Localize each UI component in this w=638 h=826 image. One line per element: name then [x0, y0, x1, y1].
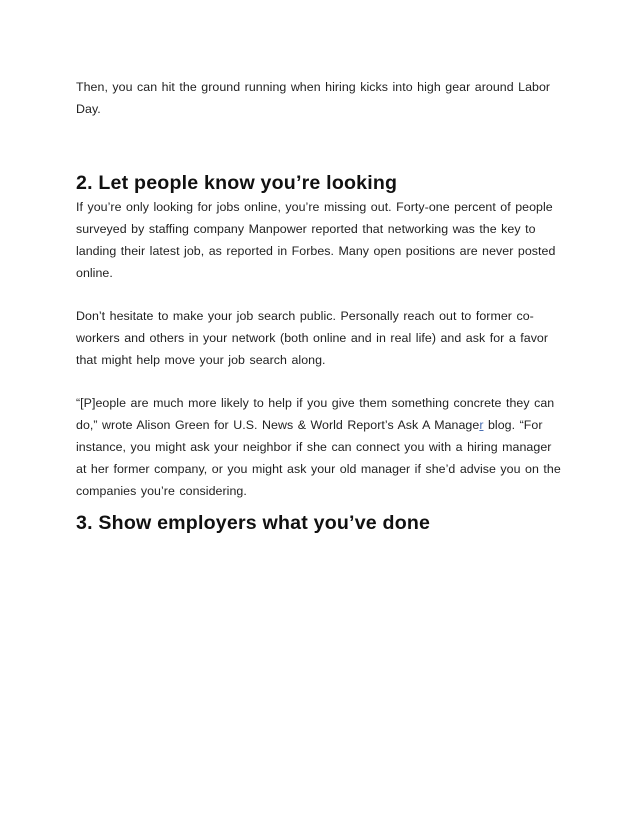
section-3-heading: 3. Show employers what you’ve done: [76, 512, 431, 534]
section-2-paragraph-3: [76, 392, 566, 502]
ask-a-manager-link[interactable]: r: [479, 418, 484, 432]
section-2-paragraph-1: If you’re only looking for jobs online, you’re missing out. Forty-one percent of people surveyed by staffing company Manpower reported that networking was the key to landing their latest job, as reported in Forbes. Many open positions are never posted online.: [76, 200, 556, 280]
quote-text-before-link: “[P]eople are much more likely to help if you give them something concrete they can do,” wrote Alison Green for U.S. News & World Report’s Ask A Manage: [76, 396, 555, 432]
section-2-paragraph-2: Don’t hesitate to make your job search public. Personally reach out to former co-workers and others in your network (both online and in real life) and ask for a favor that might help move your job search along.: [76, 309, 549, 367]
intro-paragraph: Then, you can hit the ground running when hiring kicks into high gear around Labor Day.: [76, 80, 551, 116]
section-2-heading: 2. Let people know you’re looking: [76, 172, 398, 194]
document-page: [76, 76, 566, 536]
quote-text-after-link: blog. “For instance, you might ask your neighbor if she can connect you with a hiring manager at her former company, or you might ask your old manager if she’d advise you on the companies you’re considering.: [76, 418, 561, 498]
